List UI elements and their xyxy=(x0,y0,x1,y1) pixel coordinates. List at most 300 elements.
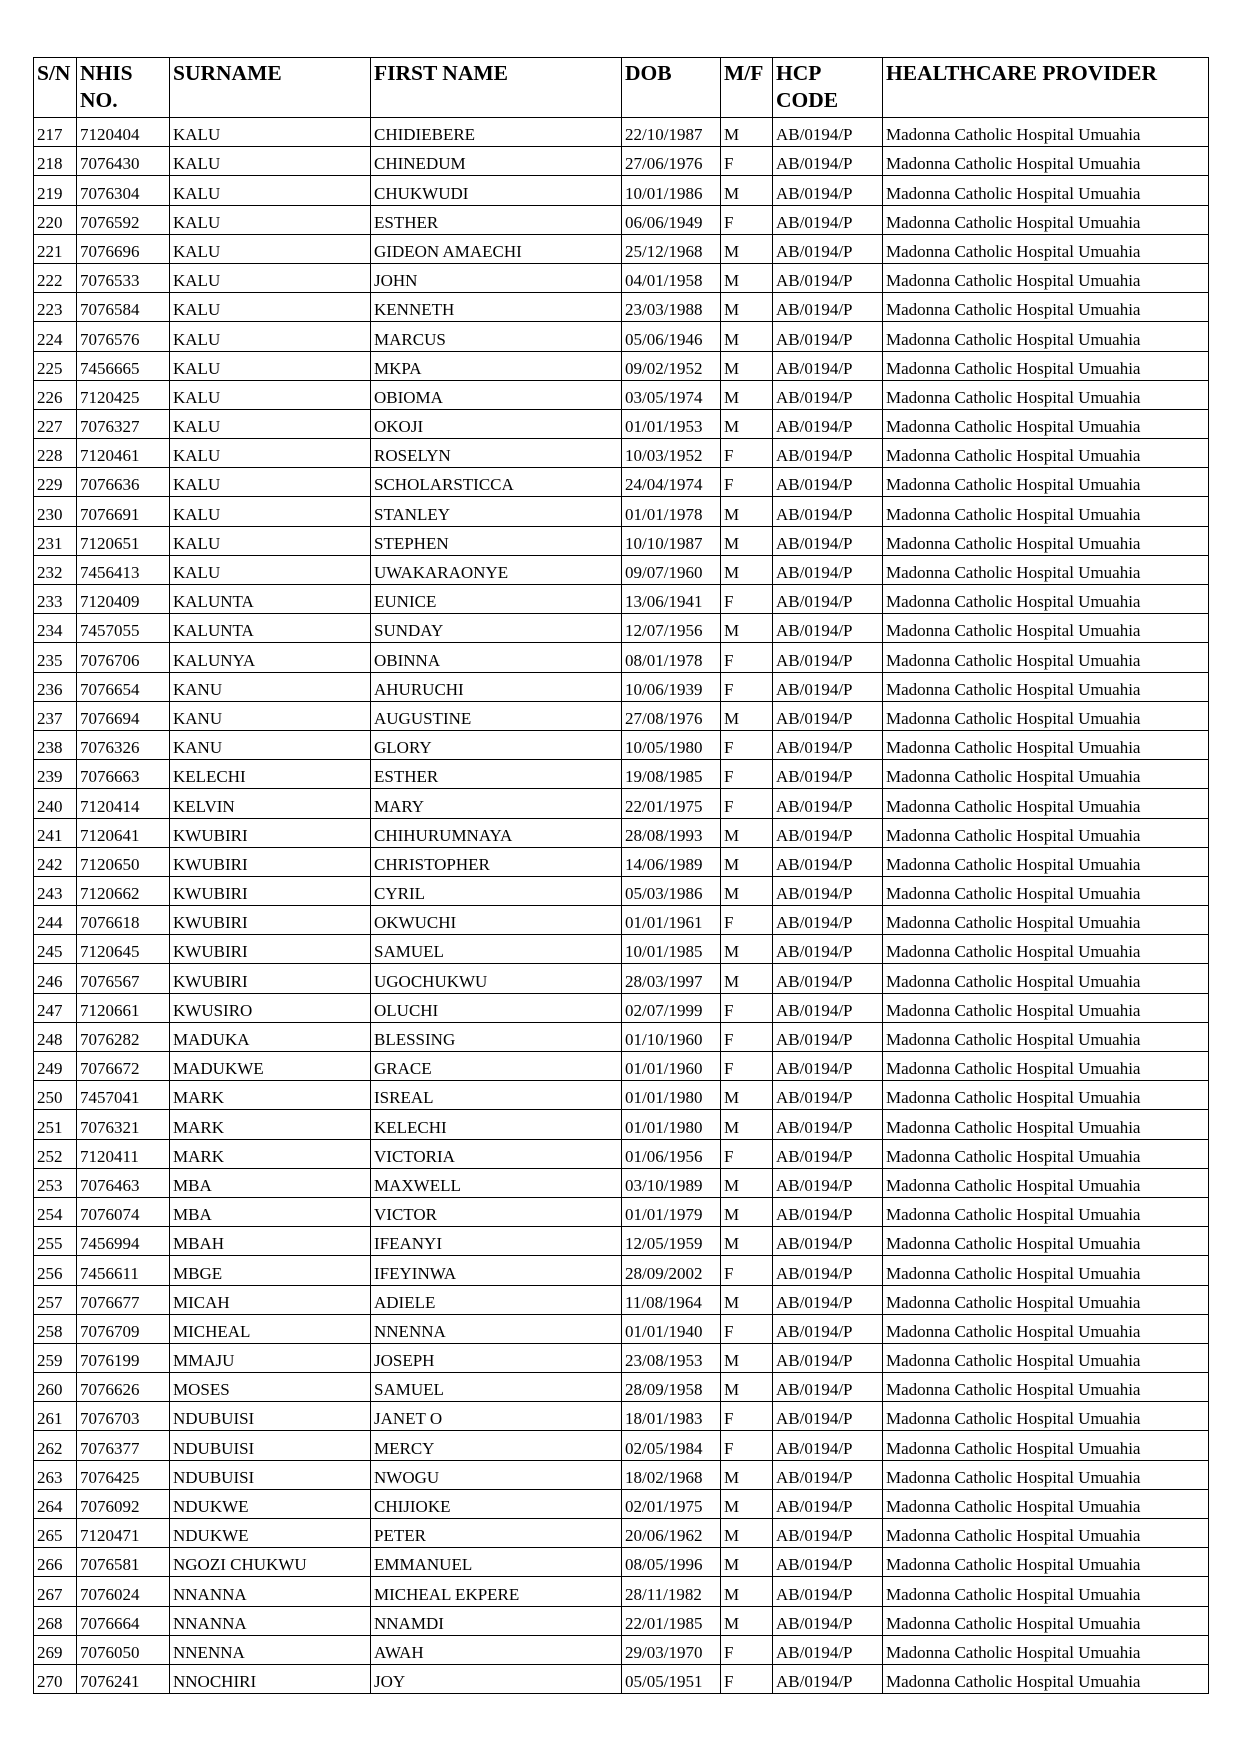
sex-cell-text: M xyxy=(724,563,740,582)
surname-cell-text: KWUSIRO xyxy=(173,1000,253,1020)
first-name-cell xyxy=(371,147,622,176)
healthcare-provider-cell-text: Madonna Catholic Hospital Umuahia xyxy=(886,1351,1141,1371)
nhis-no-cell-text: 7076691 xyxy=(80,504,140,524)
sex-cell-text: M xyxy=(724,1613,740,1633)
healthcare-provider-cell xyxy=(883,1577,1209,1606)
first-name-cell-text: SAMUEL xyxy=(374,1380,444,1400)
sn-cell-text: 270 xyxy=(37,1672,63,1692)
nhis-no-cell xyxy=(77,1606,170,1635)
hcp-code-cell xyxy=(773,205,883,234)
sex-cell-text: F xyxy=(724,1000,734,1020)
nhis-no-cell xyxy=(77,1168,170,1197)
surname-cell xyxy=(170,1519,371,1548)
first-name-cell xyxy=(371,1606,622,1635)
healthcare-provider-cell-text: Madonna Catholic Hospital Umuahia xyxy=(886,1613,1141,1633)
nhis-no-cell-text: 7076463 xyxy=(80,1175,140,1195)
sn-cell xyxy=(34,818,77,847)
nhis-no-cell xyxy=(77,293,170,322)
sn-cell xyxy=(34,1256,77,1285)
healthcare-provider-cell xyxy=(883,1314,1209,1343)
sex-cell xyxy=(721,585,773,614)
healthcare-provider-cell xyxy=(883,1197,1209,1226)
dob-cell-text: 09/07/1960 xyxy=(625,563,703,582)
sn-cell xyxy=(34,1081,77,1110)
healthcare-provider-cell xyxy=(883,585,1209,614)
table-row xyxy=(34,1606,1209,1635)
sex-cell xyxy=(721,1635,773,1664)
healthcare-provider-cell-text: Madonna Catholic Hospital Umuahia xyxy=(886,854,1141,874)
nhis-no-cell xyxy=(77,351,170,380)
healthcare-provider-cell-text: Madonna Catholic Hospital Umuahia xyxy=(886,125,1141,145)
sex-cell xyxy=(721,1052,773,1081)
hcp-code-cell-text: AB/0194/P xyxy=(776,271,853,291)
dob-cell-text: 28/03/1997 xyxy=(625,971,703,991)
healthcare-provider-cell-text: Madonna Catholic Hospital Umuahia xyxy=(886,592,1141,612)
sex-cell-text: F xyxy=(724,1059,734,1079)
hcp-code-cell-text: AB/0194/P xyxy=(776,154,853,174)
dob-cell xyxy=(622,1081,721,1110)
nhis-no-cell-text: 7076663 xyxy=(80,767,140,787)
first-name-cell-text: AHURUCHI xyxy=(374,679,464,699)
sex-cell xyxy=(721,351,773,380)
sn-cell-text: 254 xyxy=(37,1205,63,1225)
table-row xyxy=(34,1227,1209,1256)
first-name-cell xyxy=(371,1227,622,1256)
sex-cell-text: M xyxy=(724,271,740,291)
sex-cell-text: M xyxy=(724,1117,740,1137)
table-row xyxy=(34,672,1209,701)
surname-cell xyxy=(170,585,371,614)
sn-cell-text: 251 xyxy=(37,1117,63,1137)
healthcare-provider-cell-text: Madonna Catholic Hospital Umuahia xyxy=(886,1146,1141,1166)
surname-cell-text: KWUBIRI xyxy=(173,884,248,904)
healthcare-provider-cell xyxy=(883,555,1209,584)
healthcare-provider-cell-text: Madonna Catholic Hospital Umuahia xyxy=(886,212,1141,232)
first-name-cell-text: AUGUSTINE xyxy=(374,708,472,728)
first-name-cell xyxy=(371,1022,622,1051)
surname-cell xyxy=(170,1606,371,1635)
healthcare-provider-cell xyxy=(883,730,1209,759)
surname-cell-text: MARK xyxy=(173,1088,225,1108)
dob-cell xyxy=(622,818,721,847)
nhis-no-cell-text: 7076664 xyxy=(80,1613,140,1633)
table-body xyxy=(34,118,1209,1694)
nhis-no-cell xyxy=(77,1022,170,1051)
nhis-no-cell xyxy=(77,1373,170,1402)
hcp-code-cell-text: AB/0194/P xyxy=(776,796,853,816)
nhis-no-cell xyxy=(77,263,170,292)
nhis-no-cell-text: 7076321 xyxy=(80,1117,140,1137)
surname-cell-text: KANU xyxy=(173,738,223,758)
surname-cell-text: MBAH xyxy=(173,1234,225,1254)
table-row xyxy=(34,876,1209,905)
healthcare-provider-cell xyxy=(883,1489,1209,1518)
surname-cell-text: MBA xyxy=(173,1175,212,1195)
sex-cell-text: F xyxy=(724,1263,734,1283)
hcp-code-cell xyxy=(773,526,883,555)
dob-cell xyxy=(622,1402,721,1431)
surname-cell-text: KWUBIRI xyxy=(173,971,248,991)
dob-cell-text: 02/01/1975 xyxy=(625,1497,703,1516)
nhis-no-cell xyxy=(77,1402,170,1431)
nhis-no-cell xyxy=(77,409,170,438)
hcp-code-cell-text: AB/0194/P xyxy=(776,1030,853,1049)
sex-cell xyxy=(721,1227,773,1256)
hcp-code-cell xyxy=(773,1606,883,1635)
dob-cell xyxy=(622,1489,721,1518)
hcp-code-cell xyxy=(773,730,883,759)
first-name-cell xyxy=(371,993,622,1022)
hcp-code-cell-text: AB/0194/P xyxy=(776,942,853,962)
table-row xyxy=(34,730,1209,759)
healthcare-provider-cell-text: Madonna Catholic Hospital Umuahia xyxy=(886,1059,1141,1079)
first-name-cell xyxy=(371,1548,622,1577)
dob-cell-text: 01/01/1940 xyxy=(625,1321,703,1341)
dob-cell xyxy=(622,789,721,818)
first-name-cell-text: SCHOLARSTICCA xyxy=(374,475,514,495)
hcp-code-cell-text: AB/0194/P xyxy=(776,125,853,145)
hcp-code-cell-text: AB/0194/P xyxy=(776,1497,853,1516)
surname-cell xyxy=(170,1110,371,1139)
healthcare-provider-cell-text: Madonna Catholic Hospital Umuahia xyxy=(886,504,1141,524)
sex-cell-text: F xyxy=(724,212,734,232)
sex-cell xyxy=(721,1110,773,1139)
nhis-no-cell-text: 7076282 xyxy=(80,1030,140,1049)
surname-cell xyxy=(170,818,371,847)
hcp-code-cell-text: AB/0194/P xyxy=(776,621,853,641)
surname-cell-text: KALU xyxy=(173,183,221,203)
healthcare-provider-cell-text: Madonna Catholic Hospital Umuahia xyxy=(886,1438,1141,1458)
nhis-no-cell-text: 7076672 xyxy=(80,1059,140,1079)
nhis-no-cell xyxy=(77,876,170,905)
sn-cell-text: 269 xyxy=(37,1642,63,1662)
hcp-code-cell-text: AB/0194/P xyxy=(776,1438,853,1458)
hcp-code-cell-text: AB/0194/P xyxy=(776,1059,853,1079)
nhis-no-cell xyxy=(77,935,170,964)
surname-cell-text: MICAH xyxy=(173,1292,230,1312)
surname-cell xyxy=(170,1635,371,1664)
header-row xyxy=(34,58,1209,118)
table-row xyxy=(34,1022,1209,1051)
surname-cell xyxy=(170,760,371,789)
sn-cell xyxy=(34,234,77,263)
healthcare-provider-cell xyxy=(883,1548,1209,1577)
table-row xyxy=(34,205,1209,234)
hcp-code-cell xyxy=(773,1022,883,1051)
sn-cell-text: 241 xyxy=(37,825,63,845)
table-row xyxy=(34,1052,1209,1081)
sex-cell xyxy=(721,176,773,205)
hcp-code-cell-text: AB/0194/P xyxy=(776,1642,853,1662)
surname-cell xyxy=(170,935,371,964)
sex-cell-text: M xyxy=(724,825,740,845)
first-name-cell-text: UGOCHUKWU xyxy=(374,971,488,991)
first-name-cell-text: GIDEON AMAECHI xyxy=(374,241,522,261)
healthcare-provider-cell-text: Madonna Catholic Hospital Umuahia xyxy=(886,563,1141,582)
nhis-no-cell xyxy=(77,818,170,847)
first-name-cell xyxy=(371,1373,622,1402)
sex-cell xyxy=(721,1606,773,1635)
hcp-code-cell xyxy=(773,672,883,701)
sex-cell xyxy=(721,1373,773,1402)
hcp-code-cell-text: AB/0194/P xyxy=(776,358,853,378)
sn-cell-text: 229 xyxy=(37,475,63,495)
surname-cell-text: KALUNTA xyxy=(173,621,254,641)
nhis-no-cell xyxy=(77,234,170,263)
healthcare-provider-cell xyxy=(883,293,1209,322)
surname-cell-text: KALU xyxy=(173,504,221,524)
dob-cell xyxy=(622,993,721,1022)
healthcare-provider-cell xyxy=(883,760,1209,789)
dob-cell-text: 27/08/1976 xyxy=(625,708,703,728)
first-name-cell-text: ADIELE xyxy=(374,1292,436,1312)
sn-cell xyxy=(34,351,77,380)
surname-cell xyxy=(170,468,371,497)
surname-cell xyxy=(170,672,371,701)
nhis-no-cell xyxy=(77,1110,170,1139)
healthcare-provider-cell-text: Madonna Catholic Hospital Umuahia xyxy=(886,1117,1141,1137)
nhis-no-cell-text: 7076696 xyxy=(80,241,140,261)
nhis-no-cell xyxy=(77,380,170,409)
nhis-no-cell xyxy=(77,1664,170,1693)
nhis-no-cell-text: 7120651 xyxy=(80,533,140,553)
sex-cell xyxy=(721,322,773,351)
sn-cell-text: 221 xyxy=(37,241,63,261)
sn-cell xyxy=(34,789,77,818)
sex-cell-text: M xyxy=(724,621,740,641)
table-row xyxy=(34,263,1209,292)
dob-cell xyxy=(622,760,721,789)
table-row xyxy=(34,409,1209,438)
nhis-no-cell xyxy=(77,526,170,555)
dob-cell xyxy=(622,643,721,672)
dob-cell xyxy=(622,1460,721,1489)
sn-cell-text: 259 xyxy=(37,1351,63,1371)
healthcare-provider-cell-text: Madonna Catholic Hospital Umuahia xyxy=(886,300,1141,320)
surname-cell-text: NDUKWE xyxy=(173,1526,249,1546)
healthcare-provider-cell xyxy=(883,1285,1209,1314)
first-name-cell xyxy=(371,322,622,351)
sn-cell-text: 232 xyxy=(37,563,63,582)
sex-cell-text: M xyxy=(724,1351,740,1371)
first-name-cell xyxy=(371,1139,622,1168)
surname-cell xyxy=(170,351,371,380)
sn-cell-text: 244 xyxy=(37,913,63,933)
sn-cell xyxy=(34,468,77,497)
dob-cell-text: 05/03/1986 xyxy=(625,884,703,904)
table-row xyxy=(34,322,1209,351)
nhis-no-cell-text: 7076533 xyxy=(80,271,140,291)
first-name-cell xyxy=(371,1431,622,1460)
healthcare-provider-cell-text: Madonna Catholic Hospital Umuahia xyxy=(886,241,1141,261)
sn-cell xyxy=(34,497,77,526)
healthcare-provider-cell xyxy=(883,1256,1209,1285)
first-name-cell-text: JOSEPH xyxy=(374,1351,435,1371)
healthcare-provider-cell xyxy=(883,935,1209,964)
sex-cell-text: M xyxy=(724,1497,740,1516)
sn-cell-text: 231 xyxy=(37,533,63,553)
sex-cell-text: M xyxy=(724,1467,740,1487)
healthcare-provider-cell xyxy=(883,176,1209,205)
sex-cell xyxy=(721,993,773,1022)
first-name-cell-text: KELECHI xyxy=(374,1117,447,1137)
hcp-code-cell-text: AB/0194/P xyxy=(776,1205,853,1225)
dob-cell xyxy=(622,1343,721,1372)
dob-cell-text: 01/01/1953 xyxy=(625,417,703,437)
surname-cell xyxy=(170,1052,371,1081)
healthcare-provider-cell xyxy=(883,1664,1209,1693)
sex-cell xyxy=(721,409,773,438)
hcp-code-cell-text: AB/0194/P xyxy=(776,1292,853,1312)
hcp-code-cell xyxy=(773,322,883,351)
sn-cell xyxy=(34,1373,77,1402)
hcp-code-cell xyxy=(773,1635,883,1664)
dob-cell-text: 18/02/1968 xyxy=(625,1467,703,1487)
hcp-code-cell-text: AB/0194/P xyxy=(776,650,853,670)
first-name-cell xyxy=(371,964,622,993)
hcp-code-cell xyxy=(773,1081,883,1110)
table-row xyxy=(34,1256,1209,1285)
surname-cell-text: MMAJU xyxy=(173,1351,235,1371)
sex-cell-text: M xyxy=(724,358,740,378)
sex-cell xyxy=(721,1139,773,1168)
hcp-code-cell xyxy=(773,1577,883,1606)
nhis-no-cell-text: 7120650 xyxy=(80,854,140,874)
hcp-code-cell xyxy=(773,1489,883,1518)
sex-cell-text: F xyxy=(724,1030,734,1049)
sex-cell-text: M xyxy=(724,854,740,874)
first-name-cell xyxy=(371,526,622,555)
nhis-no-cell-text: 7456413 xyxy=(80,563,140,582)
healthcare-provider-cell xyxy=(883,643,1209,672)
healthcare-provider-cell-text: Madonna Catholic Hospital Umuahia xyxy=(886,825,1141,845)
dob-cell-text: 20/06/1962 xyxy=(625,1526,703,1546)
sex-cell xyxy=(721,672,773,701)
sex-cell-text: M xyxy=(724,1175,740,1195)
healthcare-provider-cell xyxy=(883,876,1209,905)
surname-cell-text: KALU xyxy=(173,446,221,466)
sex-cell-text: F xyxy=(724,1642,734,1662)
sex-cell-text: F xyxy=(724,592,734,612)
nhis-no-cell xyxy=(77,1343,170,1372)
sex-cell xyxy=(721,1402,773,1431)
dob-cell-text: 03/05/1974 xyxy=(625,387,703,407)
healthcare-provider-cell xyxy=(883,351,1209,380)
sex-cell xyxy=(721,1285,773,1314)
hcp-code-cell xyxy=(773,409,883,438)
first-name-cell-text: IFEANYI xyxy=(374,1234,442,1254)
table-row xyxy=(34,935,1209,964)
healthcare-provider-cell-text: Madonna Catholic Hospital Umuahia xyxy=(886,271,1141,291)
dob-cell-text: 01/01/1980 xyxy=(625,1088,703,1108)
table-row xyxy=(34,1460,1209,1489)
hcp-code-cell xyxy=(773,614,883,643)
hcp-code-cell-text: AB/0194/P xyxy=(776,387,853,407)
table-row xyxy=(34,993,1209,1022)
dob-cell xyxy=(622,1314,721,1343)
sex-cell xyxy=(721,147,773,176)
surname-cell-text: MICHEAL xyxy=(173,1321,251,1341)
first-name-cell-text: SUNDAY xyxy=(374,621,444,641)
nhis-no-cell xyxy=(77,147,170,176)
sex-cell-text: F xyxy=(724,1321,734,1341)
healthcare-provider-cell xyxy=(883,1431,1209,1460)
healthcare-provider-cell-text: Madonna Catholic Hospital Umuahia xyxy=(886,387,1141,407)
hcp-code-cell xyxy=(773,380,883,409)
nhis-no-cell-text: 7076636 xyxy=(80,475,140,495)
sn-cell-text: 235 xyxy=(37,650,63,670)
hcp-code-cell xyxy=(773,906,883,935)
surname-cell-text: KALUNTA xyxy=(173,592,254,612)
dob-cell xyxy=(622,147,721,176)
sn-cell-text: 253 xyxy=(37,1175,63,1195)
nhis-no-cell xyxy=(77,585,170,614)
sex-cell xyxy=(721,1343,773,1372)
enrollee-table xyxy=(33,57,1209,1694)
nhis-no-cell-text: 7076050 xyxy=(80,1642,140,1662)
sn-cell xyxy=(34,205,77,234)
first-name-cell-text: IFEYINWA xyxy=(374,1263,457,1283)
hcp-code-cell-text: AB/0194/P xyxy=(776,1555,853,1575)
first-name-cell xyxy=(371,1314,622,1343)
hcp-code-cell xyxy=(773,147,883,176)
sex-cell xyxy=(721,118,773,147)
healthcare-provider-cell-text: Madonna Catholic Hospital Umuahia xyxy=(886,738,1141,758)
sn-cell-text: 266 xyxy=(37,1555,63,1575)
healthcare-provider-cell xyxy=(883,1460,1209,1489)
sn-cell xyxy=(34,1343,77,1372)
sn-cell xyxy=(34,760,77,789)
first-name-cell-text: CHIHURUMNAYA xyxy=(374,825,513,845)
nhis-no-cell xyxy=(77,760,170,789)
sn-cell xyxy=(34,847,77,876)
hcp-code-cell xyxy=(773,1664,883,1693)
dob-cell-text: 28/08/1993 xyxy=(625,825,703,845)
first-name-cell-text: MARCUS xyxy=(374,329,446,349)
healthcare-provider-cell-text: Madonna Catholic Hospital Umuahia xyxy=(886,621,1141,641)
sex-cell xyxy=(721,1664,773,1693)
healthcare-provider-cell xyxy=(883,964,1209,993)
sex-cell xyxy=(721,818,773,847)
healthcare-provider-cell xyxy=(883,1227,1209,1256)
healthcare-provider-cell-text: Madonna Catholic Hospital Umuahia xyxy=(886,183,1141,203)
hcp-code-cell-text: AB/0194/P xyxy=(776,854,853,874)
nhis-no-cell xyxy=(77,730,170,759)
first-name-cell xyxy=(371,701,622,730)
hcp-code-cell xyxy=(773,118,883,147)
first-name-cell-text: MERCY xyxy=(374,1438,435,1458)
first-name-cell-text: CYRIL xyxy=(374,884,425,904)
nhis-no-cell-text: 7076576 xyxy=(80,329,140,349)
nhis-no-cell-text: 7076199 xyxy=(80,1351,140,1371)
nhis-no-cell-text: 7076024 xyxy=(80,1584,140,1604)
dob-cell-text: 12/07/1956 xyxy=(625,621,703,641)
first-name-cell-text: ESTHER xyxy=(374,212,439,232)
healthcare-provider-cell xyxy=(883,409,1209,438)
table-row xyxy=(34,234,1209,263)
sn-cell xyxy=(34,906,77,935)
dob-cell-text: 01/06/1956 xyxy=(625,1146,703,1166)
sn-cell xyxy=(34,1577,77,1606)
sn-cell xyxy=(34,1052,77,1081)
hcp-code-cell-text: AB/0194/P xyxy=(776,1263,853,1283)
surname-cell-text: MARK xyxy=(173,1146,225,1166)
hcp-code-cell-text: AB/0194/P xyxy=(776,300,853,320)
dob-cell xyxy=(622,555,721,584)
hcp-code-cell-text: AB/0194/P xyxy=(776,329,853,349)
sn-cell-text: 239 xyxy=(37,767,63,787)
nhis-no-cell-text: 7120414 xyxy=(80,796,140,816)
